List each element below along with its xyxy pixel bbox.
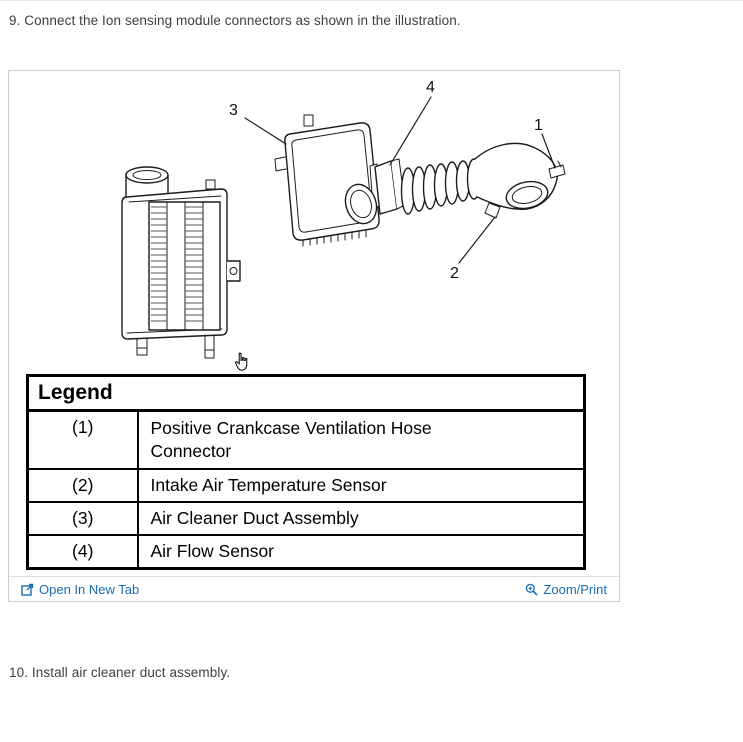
legend-row xyxy=(28,411,585,469)
legend-row-number: (1) xyxy=(28,411,138,469)
zoom-print-link[interactable] xyxy=(525,582,607,597)
air-intake-illustration[interactable] xyxy=(9,71,621,373)
legend-row-number: (4) xyxy=(28,535,138,569)
callout-1: 1 xyxy=(534,117,543,134)
legend-row-label: Positive Crankcase Ventilation Hose Connector xyxy=(150,418,432,461)
page-top-divider xyxy=(0,0,743,1)
legend-row xyxy=(28,535,585,569)
legend-table xyxy=(26,374,586,570)
zoom-icon xyxy=(525,583,538,596)
elbow-duct xyxy=(475,143,565,218)
callout-4: 4 xyxy=(426,79,435,96)
open-in-new-tab-label: Open In New Tab xyxy=(39,581,140,597)
legend-row-label: Intake Air Temperature Sensor xyxy=(150,474,387,495)
callout-3: 3 xyxy=(229,102,238,119)
legend-row-label-cell xyxy=(138,411,585,469)
corrugated-duct xyxy=(402,159,481,214)
figure-toolbar xyxy=(9,576,619,601)
legend-row xyxy=(28,502,585,535)
open-in-new-tab-link[interactable] xyxy=(21,582,139,597)
open-in-new-tab-icon xyxy=(21,583,34,596)
illustration-panel xyxy=(8,70,620,602)
callout-2: 2 xyxy=(450,265,459,282)
legend-row xyxy=(28,469,585,502)
legend-row-label: Air Cleaner Duct Assembly xyxy=(150,507,359,528)
zoom-print-label: Zoom/Print xyxy=(543,581,607,597)
legend-row-label: Air Flow Sensor xyxy=(150,540,275,561)
air-cleaner-duct-cover xyxy=(275,115,379,246)
legend-row-label-cell xyxy=(138,469,585,502)
legend-header-row xyxy=(28,376,585,411)
legend-title: Legend xyxy=(28,376,585,411)
legend-row-label-cell xyxy=(138,502,585,535)
step-9-text: 9. Connect the Ion sensing module connectors as shown in the illustration. xyxy=(9,13,461,28)
legend-row-number: (3) xyxy=(28,502,138,535)
air-cleaner-housing xyxy=(122,167,240,358)
step-10-text: 10. Install air cleaner duct assembly. xyxy=(9,665,231,680)
legend-row-label-cell xyxy=(138,535,585,569)
legend-row-number: (2) xyxy=(28,469,138,502)
